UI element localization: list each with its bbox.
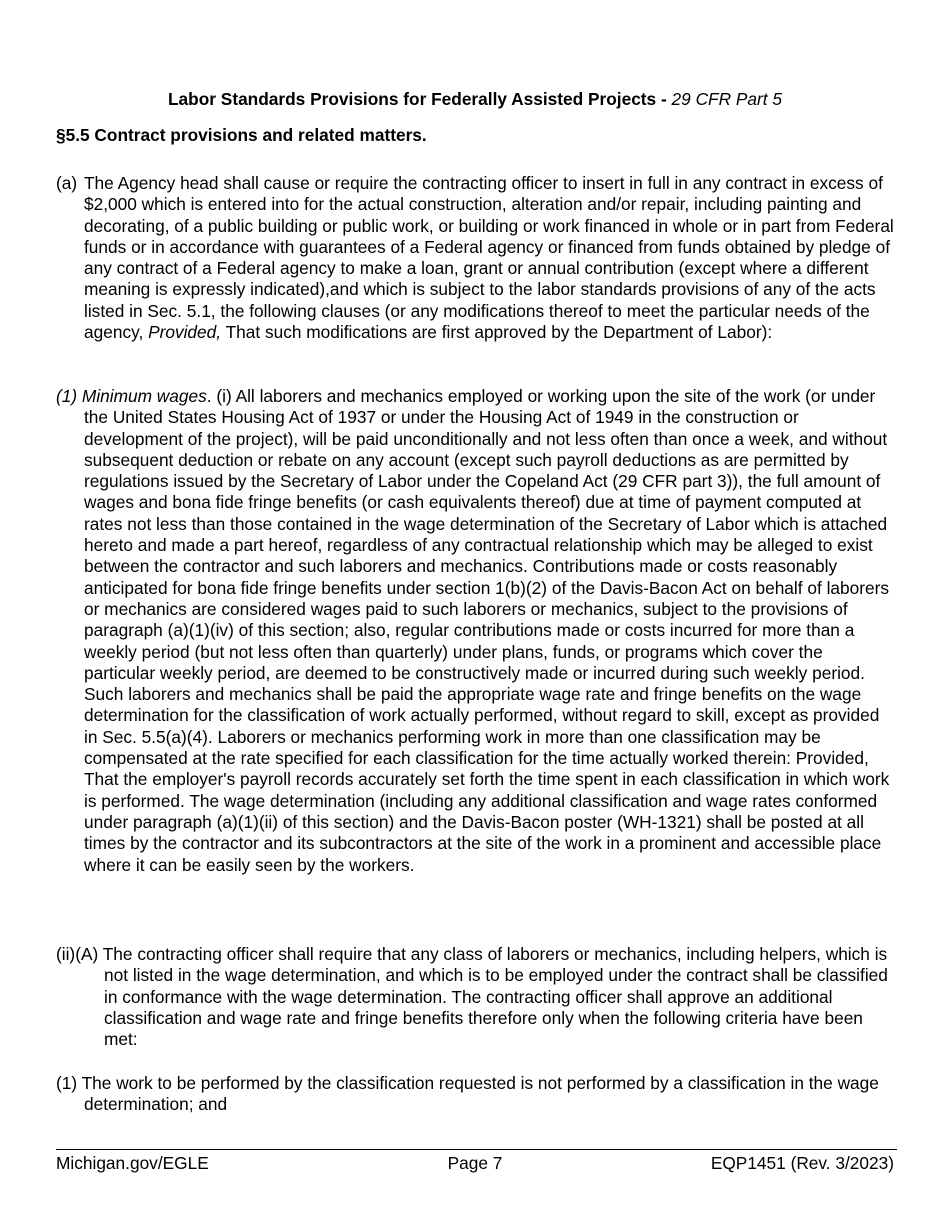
paragraph-a-text	[56, 173, 896, 343]
paragraph-a	[56, 173, 896, 343]
footer-page-number: Page 7	[447, 1153, 503, 1173]
paragraph-ii-1-body: The work to be performed by the classification requested is not performed by a classification in the wage determination; and	[81, 1073, 879, 1115]
paragraph-a-text-2: That such modifications are first approved by the Department of Labor):	[225, 322, 773, 343]
paragraph-ii-a	[56, 944, 896, 1050]
paragraph-a-text-1: The Agency head shall cause or require the contracting officer to insert in full in any contract in excess of $2,000 which is entered into for the actual construction, alteration and/or repair, including painting and decorating, of a public building or public work, or building or work financed in whole or in part from Federal funds or in accordance with guarantees of a Federal agency or financed from funds obtained by pledge of any contract of a Federal agency to make a loan, grant or annual contribution (except where a different meaning is expressly indicated),and which is subject to the labor standards provisions of any of the acts listed in Sec. 5.1, the following clauses (or any modifications thereof to meet the particular needs of the agency,	[84, 173, 894, 343]
paragraph-1-text	[56, 386, 896, 876]
paragraph-a-provided: Provided,	[148, 322, 222, 343]
page-title	[0, 89, 950, 110]
paragraph-ii-1	[56, 1073, 896, 1116]
footer-website: Michigan.gov/EGLE	[56, 1153, 209, 1173]
footer-divider	[56, 1149, 897, 1150]
paragraph-ii-1-label: (1)	[56, 1073, 78, 1093]
title-main: Labor Standards Provisions for Federally Assisted Projects -	[167, 89, 667, 109]
paragraph-ii-a-body: The contracting officer shall require that any class of laborers or mechanics, including helpers, which is not listed in the wage determination, and which is to be employed under the contract shall be classified in conformance with the wage determination. The contracting officer shall approve an additional classification and wage rate and fringe benefits therefore only when the following criteria have been met:	[102, 944, 888, 1050]
paragraph-1-body: . (i) All laborers and mechanics employed or working upon the site of the work (or under the United States Housing Act of 1937 or under the Housing Act of 1949 in the construction or development of the project), will be paid unconditionally and not less often than once a week, and without subsequent deduction or rebate on any account (except such payroll deductions as are permitted by regulations issued by the Secretary of Labor under the Copeland Act (29 CFR part 3)), the full amount of wages and bona fide fringe benefits (or cash equivalents thereof) due at time of payment computed at rates not less than those contained in the wage determination of the Secretary of Labor which is attached hereto and made a part hereof, regardless of any contractual relationship which may be alleged to exist between the contractor and such laborers and mechanics. Contributions made or costs reasonably anticipated for bona fide fringe benefits under section 1(b)(2) of the Davis-Bacon Act on behalf of laborers or mechanics are considered wages paid to such laborers or mechanics, subject to the provisions of paragraph (a)(1)(iv) of this section; also, regular contributions made or costs incurred for more than a weekly period (but not less often than quarterly) under plans, funds, or programs which cover the particular weekly period, are deemed to be constructively made or incurred during such weekly period. Such laborers and mechanics shall be paid the appropriate wage rate and fringe benefits on the wage determination for the classification of work actually performed, without regard to skill, except as provided in Sec. 5.5(a)(4). Laborers or mechanics performing work in more than one classification may be compensated at the rate specified for each classification for the time actually worked therein: Provided, That the employer's payroll records accurately set forth the time spent in each classification in which work is performed. The wage determination (including any additional classification and wage rates conformed under paragraph (a)(1)(ii) of this section) and the Davis-Bacon poster (WH-1321) shall be posted at all times by the contractor and its subcontractors at the site of the work in a prominent and accessible place where it can be easily seen by the workers.	[84, 386, 890, 875]
footer-form-number: EQP1451 (Rev. 3/2023)	[710, 1153, 894, 1173]
paragraph-1-minimum-wages	[56, 386, 896, 876]
paragraph-ii-a-label: (ii)(A)	[56, 944, 99, 964]
paragraph-ii-a-text	[56, 944, 896, 1050]
paragraph-1-label: (1) Minimum wages	[56, 386, 207, 406]
paragraph-a-label: (a)	[56, 173, 78, 193]
paragraph-ii-1-text	[56, 1073, 896, 1116]
section-heading: §5.5 Contract provisions and related matters.	[56, 125, 427, 145]
title-subtitle: 29 CFR Part 5	[671, 89, 782, 109]
